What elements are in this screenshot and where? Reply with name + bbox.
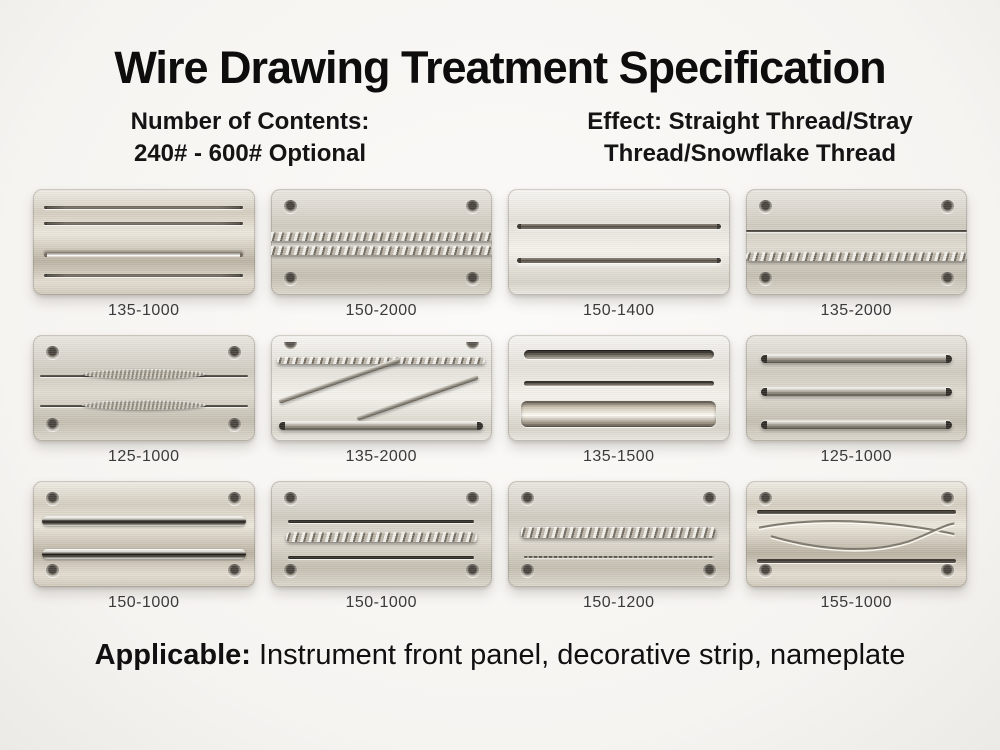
sample-code: 135-1000 [107,302,180,320]
wide-channel [521,401,716,427]
corner-hole [466,564,479,577]
corner-hole [759,272,772,285]
sample-cell [271,481,493,612]
effect-note-line2: Thread/Snowflake Thread [603,139,897,167]
sample-code: 150-1400 [582,302,655,320]
sample-cell [746,481,968,612]
corner-hole [466,492,479,505]
groove [44,222,243,225]
corner-hole [703,564,716,577]
groove [44,274,243,277]
sample-code: 125-1000 [820,448,893,466]
sample-code: 135-1500 [582,448,655,466]
plate-image-double-rope [271,189,493,295]
applicable-label: Applicable: [94,639,251,672]
corner-hole [228,418,241,431]
sample-code: 150-1000 [107,594,180,612]
sample-grid [33,189,967,612]
corner-notch [284,342,297,349]
plate-image-rope-line [508,481,730,587]
sample-code: 125-1000 [107,448,180,466]
page-title: Wire Drawing Treatment Specification [114,42,886,93]
corner-hole [284,492,297,505]
corner-hole [466,200,479,213]
sample-cell [271,335,493,466]
wire-rope [521,527,716,538]
subtitle-row [0,106,1000,169]
applicable-note [0,639,1000,672]
textured-line [524,556,715,558]
slot-groove [524,350,715,359]
wire-rope [271,246,493,255]
metal-bar [761,388,952,396]
sample-cell [271,189,493,320]
wire-rope [271,232,493,241]
sample-code: 135-2000 [345,448,418,466]
metal-bar [279,422,483,430]
corner-hole [46,492,59,505]
sample-code: 135-2000 [820,302,893,320]
contents-note [0,106,500,169]
groove [44,206,243,209]
corner-hole [228,346,241,359]
corner-hole [284,272,297,285]
sample-cell [33,481,255,612]
sample-code: 150-1200 [582,594,655,612]
corner-hole [941,200,954,213]
corner-hole [521,492,534,505]
effect-note [500,106,1000,169]
corner-hole [284,200,297,213]
metal-bar [761,355,952,363]
sample-cell [746,189,968,320]
corner-hole [941,272,954,285]
sample-code: 150-2000 [345,302,418,320]
corner-hole [46,418,59,431]
plate-image-chrome-strips [33,481,255,587]
plate-image-splice-lines [33,335,255,441]
plate-image-diagonal-rods [271,335,493,441]
stray-wire-splice [82,369,206,379]
corner-hole [759,564,772,577]
groove [757,559,956,563]
plate-image-two-rods [508,189,730,295]
plate-image-three-rods [746,335,968,441]
diagonal-rod [356,374,479,421]
plate-image-wavy-lines [746,481,968,587]
sample-cell [508,189,730,320]
corner-notch [466,342,479,349]
corner-hole [703,492,716,505]
diagonal-rod [279,357,402,404]
corner-hole [46,564,59,577]
metal-rod [517,258,721,263]
hairline-groove [288,556,474,559]
contents-note-line2: 240# - 600# Optional [133,139,367,167]
wire-rope [286,532,477,542]
corner-hole [521,564,534,577]
groove [757,510,956,514]
applicable-text: Instrument front panel, decorative strip, nameplate [250,639,906,672]
metal-rod [517,224,721,229]
sample-cell [33,335,255,466]
wavy-thread-lines [757,515,956,557]
corner-hole [941,564,954,577]
corner-hole [466,272,479,285]
corner-hole [284,564,297,577]
groove-highlight [44,253,243,257]
wire-rope [746,252,968,261]
plate-image-channel-grooves [508,335,730,441]
metal-bar [761,421,952,429]
plate-image-line-rope [746,189,968,295]
corner-hole [759,492,772,505]
effect-note-line1: Effect: Straight Thread/Stray [587,108,913,135]
hairline-groove [288,520,474,523]
sample-code: 155-1000 [820,594,893,612]
sample-cell [33,189,255,320]
sample-cell [508,481,730,612]
sample-cell [746,335,968,466]
corner-hole [759,200,772,213]
corner-hole [46,346,59,359]
polished-strip [42,549,246,559]
polished-strip [42,516,246,526]
sample-code: 150-1000 [345,594,418,612]
corner-hole [941,492,954,505]
hairline-groove [746,230,968,232]
corner-hole [228,492,241,505]
plate-image-grooves [33,189,255,295]
plate-image-rope-grooves [271,481,493,587]
slot-groove [524,381,715,386]
stray-wire-splice [82,400,206,410]
sample-cell [508,335,730,466]
corner-hole [228,564,241,577]
contents-note-line1: Number of Contents: [130,108,370,135]
